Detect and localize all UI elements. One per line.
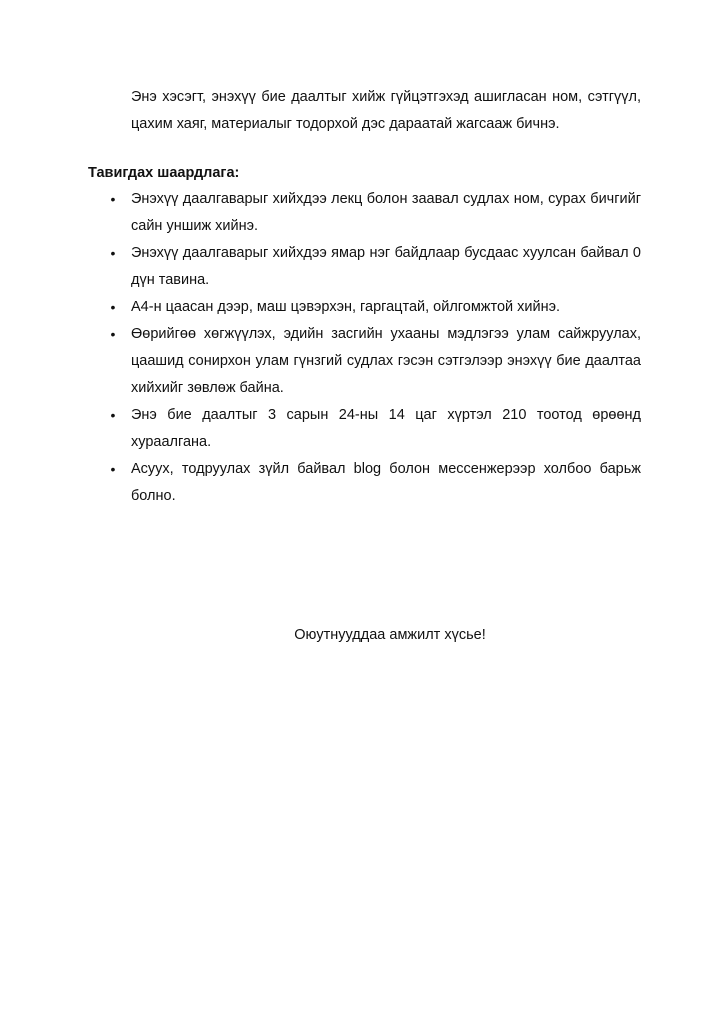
requirement-item — [88, 321, 641, 402]
requirement-text: Асуух, тодруулах зүйл байвал blog болон мессенжерээр холбоо барьж болно. — [131, 461, 641, 504]
requirement-item — [88, 186, 641, 240]
requirement-item — [88, 240, 641, 294]
bullet-icon: • — [110, 461, 116, 477]
closing-line: Оюутнууддаа амжилт хүсье! — [294, 627, 486, 643]
intro-paragraph: Энэ хэсэгт, энэхүү бие даалтыг хийж гүйцэтгэхэд ашигласан ном, сэтгүүл, цахим хаяг, материалыг тодорхой дэс дараатай жагсааж бичнэ. — [131, 89, 641, 132]
requirement-item — [88, 456, 641, 510]
bullet-icon: • — [110, 245, 116, 261]
bullet-icon: • — [110, 191, 116, 207]
requirement-text: Энэ бие даалтыг 3 сарын 24-ны 14 цаг хүртэл 210 тоотод өрөөнд хураалгана. — [131, 407, 641, 450]
requirements-title: Тавигдах шаардлага: — [88, 165, 240, 181]
requirement-text: Өөрийгөө хөгжүүлэх, эдийн засгийн ухааны мэдлэгээ улам сайжруулах, цаашид сонирхон улам гүнзгий судлах гэсэн сэтгэлээр энэхүү бие даалтаа хийхийг зөвлөж байна. — [131, 326, 641, 396]
requirements-list — [88, 186, 641, 510]
requirement-item — [88, 402, 641, 456]
bullet-icon: • — [110, 407, 116, 423]
bullet-icon: • — [110, 299, 116, 315]
requirement-text: Энэхүү даалгаварыг хийхдээ лекц болон заавал судлах ном, сурах бичгийг сайн уншиж хийнэ. — [131, 191, 641, 234]
requirement-item — [88, 294, 641, 321]
requirement-text: Энэхүү даалгаварыг хийхдээ ямар нэг байдлаар бусдаас хуулсан байвал 0 дүн тавина. — [131, 245, 641, 288]
requirement-text: А4-н цаасан дээр, маш цэвэрхэн, гаргацтай, ойлгомжтой хийнэ. — [131, 299, 561, 315]
bullet-icon: • — [110, 326, 116, 342]
